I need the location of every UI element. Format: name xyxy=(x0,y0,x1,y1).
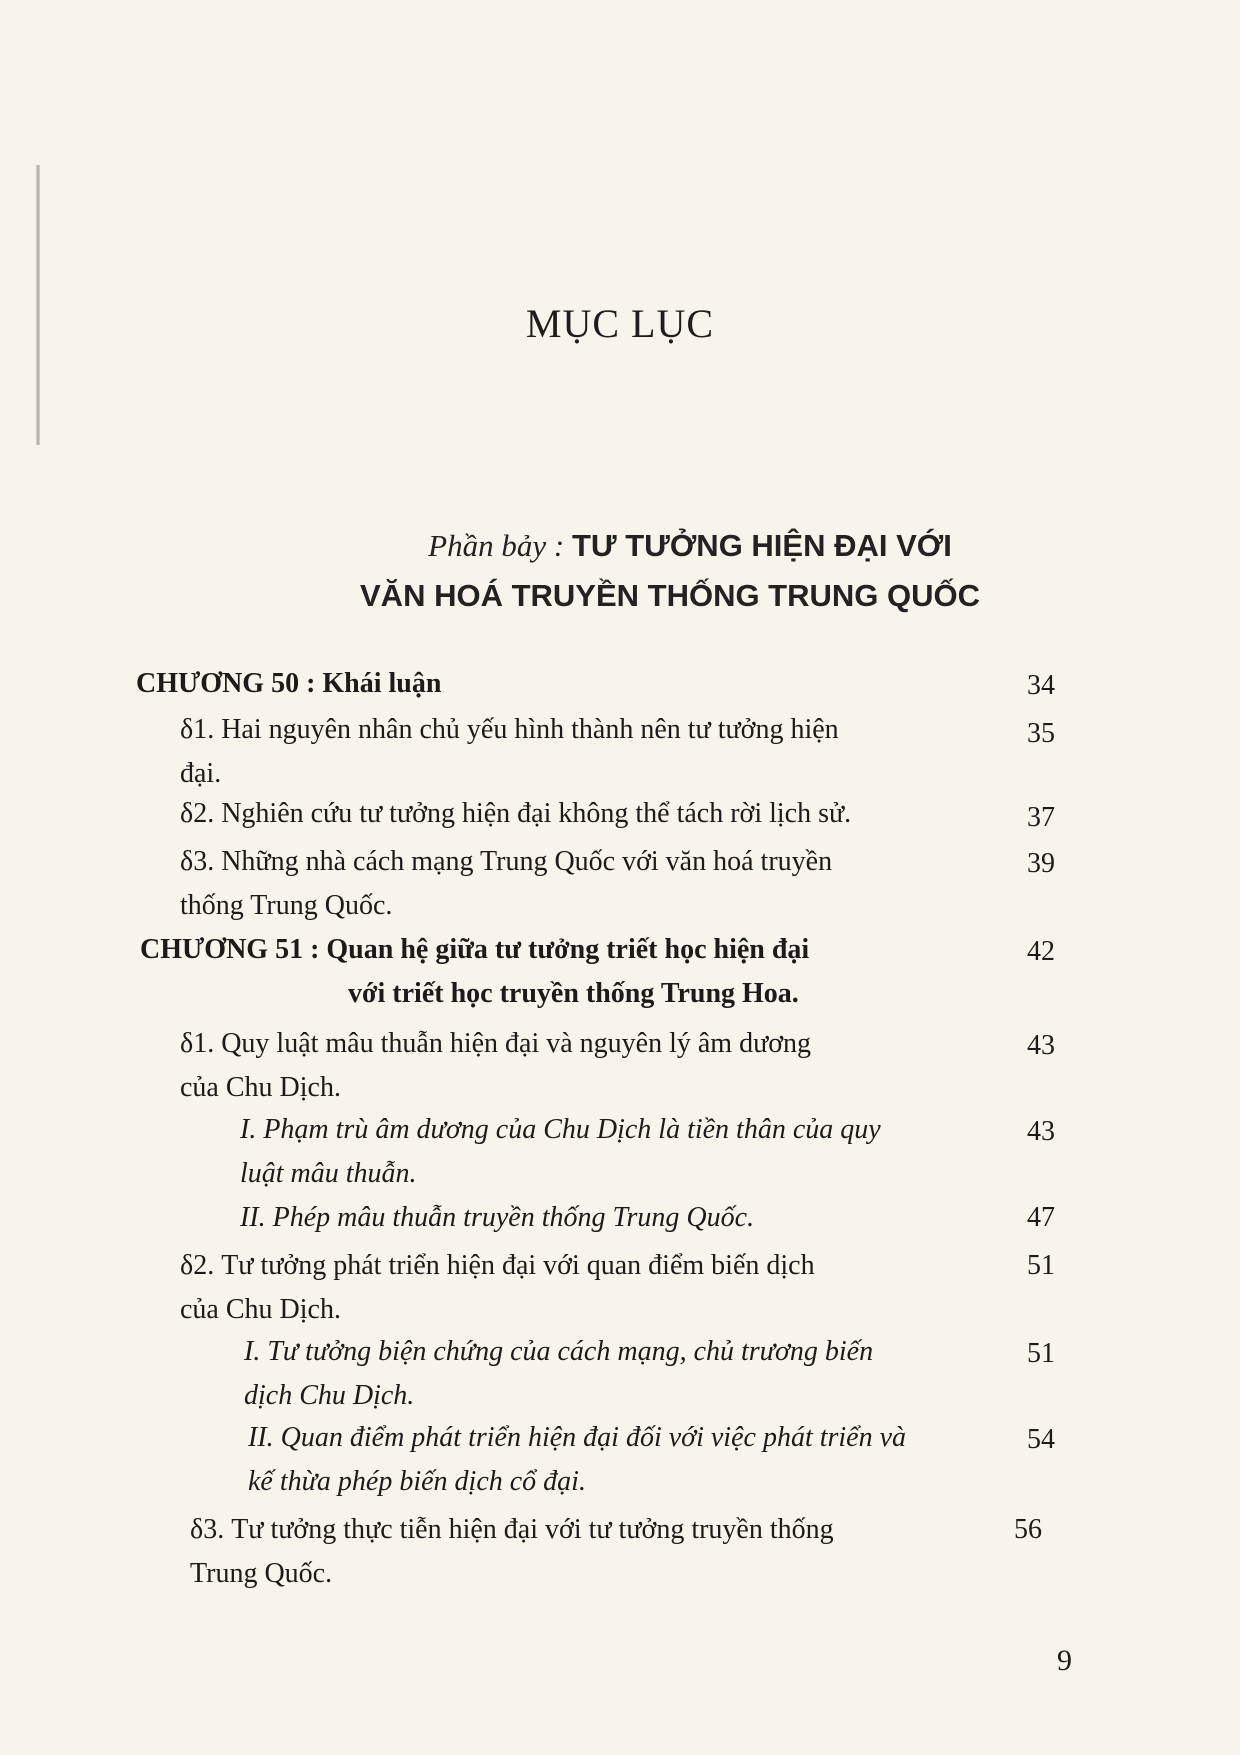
toc-page-number: 51 xyxy=(1027,1250,1055,1281)
toc-entry-text-line-2: với triết học truyền thống Trung Hoa. xyxy=(348,978,799,1009)
toc-entry-subitem[interactable] xyxy=(240,1108,980,1196)
toc-page-number: 43 xyxy=(1027,1116,1055,1147)
toc-entry-text-line-1: δ1. Quy luật mâu thuẫn hiện đại và nguyên lý âm dương xyxy=(180,1028,812,1059)
part-title-1: TƯ TƯỞNG HIỆN ĐẠI VỚI xyxy=(571,528,952,563)
toc-page-number: 47 xyxy=(1027,1202,1055,1233)
toc-page-number: 51 xyxy=(1027,1338,1055,1369)
toc-page-number: 54 xyxy=(1027,1424,1055,1455)
toc-entry-text-line-2: thống Trung Quốc. xyxy=(180,890,393,921)
toc-page-number: 43 xyxy=(1027,1030,1055,1061)
toc-entry-subitem[interactable] xyxy=(244,1330,984,1418)
toc-entry-subitem[interactable] xyxy=(240,1196,980,1240)
part-prefix: Phần bảy : xyxy=(428,528,572,563)
toc-entry-text-line-1: δ3. Tư tưởng thực tiễn hiện đại với tư tưởng truyền thống xyxy=(190,1514,834,1545)
toc-entry-text-line-2: kế thừa phép biến dịch cổ đại. xyxy=(248,1466,586,1497)
toc-entry-item[interactable] xyxy=(180,708,980,796)
toc-entry-text-line-1: δ1. Hai nguyên nhân chủ yếu hình thành nên tư tưởng hiện xyxy=(180,714,839,745)
toc-entry-chapter-51[interactable] xyxy=(140,928,990,1016)
toc-entry-text-line-2: Trung Quốc. xyxy=(190,1558,333,1589)
toc-entry-subitem[interactable] xyxy=(248,1416,988,1504)
toc-entry-text-line-2: dịch Chu Dịch. xyxy=(244,1380,415,1411)
toc-page-number: 35 xyxy=(1027,718,1055,749)
toc-page-number: 34 xyxy=(1027,670,1055,701)
toc-entry-text-line-2: đại. xyxy=(180,758,222,789)
toc-entry-chapter-50[interactable] xyxy=(136,662,986,706)
toc-entry-text-line-1: II. Quan điểm phát triển hiện đại đối với việc phát triển và xyxy=(248,1422,907,1453)
toc-page-number: 42 xyxy=(1027,936,1055,967)
toc-entry-text: CHƯƠNG 50 : Khái luận xyxy=(136,668,442,699)
toc-entry-item[interactable] xyxy=(180,840,980,928)
toc-entry-text-line-2: của Chu Dịch. xyxy=(180,1294,341,1325)
toc-entry-text-line-1: I. Phạm trù âm dương của Chu Dịch là tiền thân của quy xyxy=(240,1114,881,1145)
toc-entry-item[interactable] xyxy=(180,1244,980,1332)
part-heading-line-1 xyxy=(70,528,1240,564)
toc-page-number: 39 xyxy=(1027,848,1055,879)
toc-entry-text-line-1: I. Tư tưởng biện chứng của cách mạng, chủ trương biến xyxy=(244,1336,874,1367)
toc-entry-item[interactable] xyxy=(180,1022,980,1110)
toc-entry-text-line-1: CHƯƠNG 51 : Quan hệ giữa tư tưởng triết học hiện đại xyxy=(140,934,810,965)
page-number: 9 xyxy=(1057,1644,1072,1677)
toc-entry-text-line-1: δ2. Nghiên cứu tư tưởng hiện đại không thể tách rời lịch sử. xyxy=(180,798,852,829)
toc-page-number: 37 xyxy=(1027,802,1055,833)
toc-page-number: 56 xyxy=(1014,1514,1042,1545)
toc-entry-item[interactable] xyxy=(190,1508,970,1596)
page-title: MỤC LỤC xyxy=(525,301,715,346)
toc-entry-text-line-2: của Chu Dịch. xyxy=(180,1072,341,1103)
toc-entry-text-line-2: luật mâu thuẫn. xyxy=(240,1158,417,1189)
toc-entry-text-line-1: δ3. Những nhà cách mạng Trung Quốc với văn hoá truyền xyxy=(180,846,833,877)
toc-entry-text-line-1: δ2. Tư tưởng phát triển hiện đại với quan điểm biến dịch xyxy=(180,1250,815,1281)
toc-entry-text-line-1: II. Phép mâu thuẫn truyền thống Trung Quốc. xyxy=(240,1202,755,1233)
toc-entry-item[interactable] xyxy=(180,792,980,836)
part-heading-line-2: VĂN HOÁ TRUYỀN THỐNG TRUNG QUỐC xyxy=(360,578,980,613)
